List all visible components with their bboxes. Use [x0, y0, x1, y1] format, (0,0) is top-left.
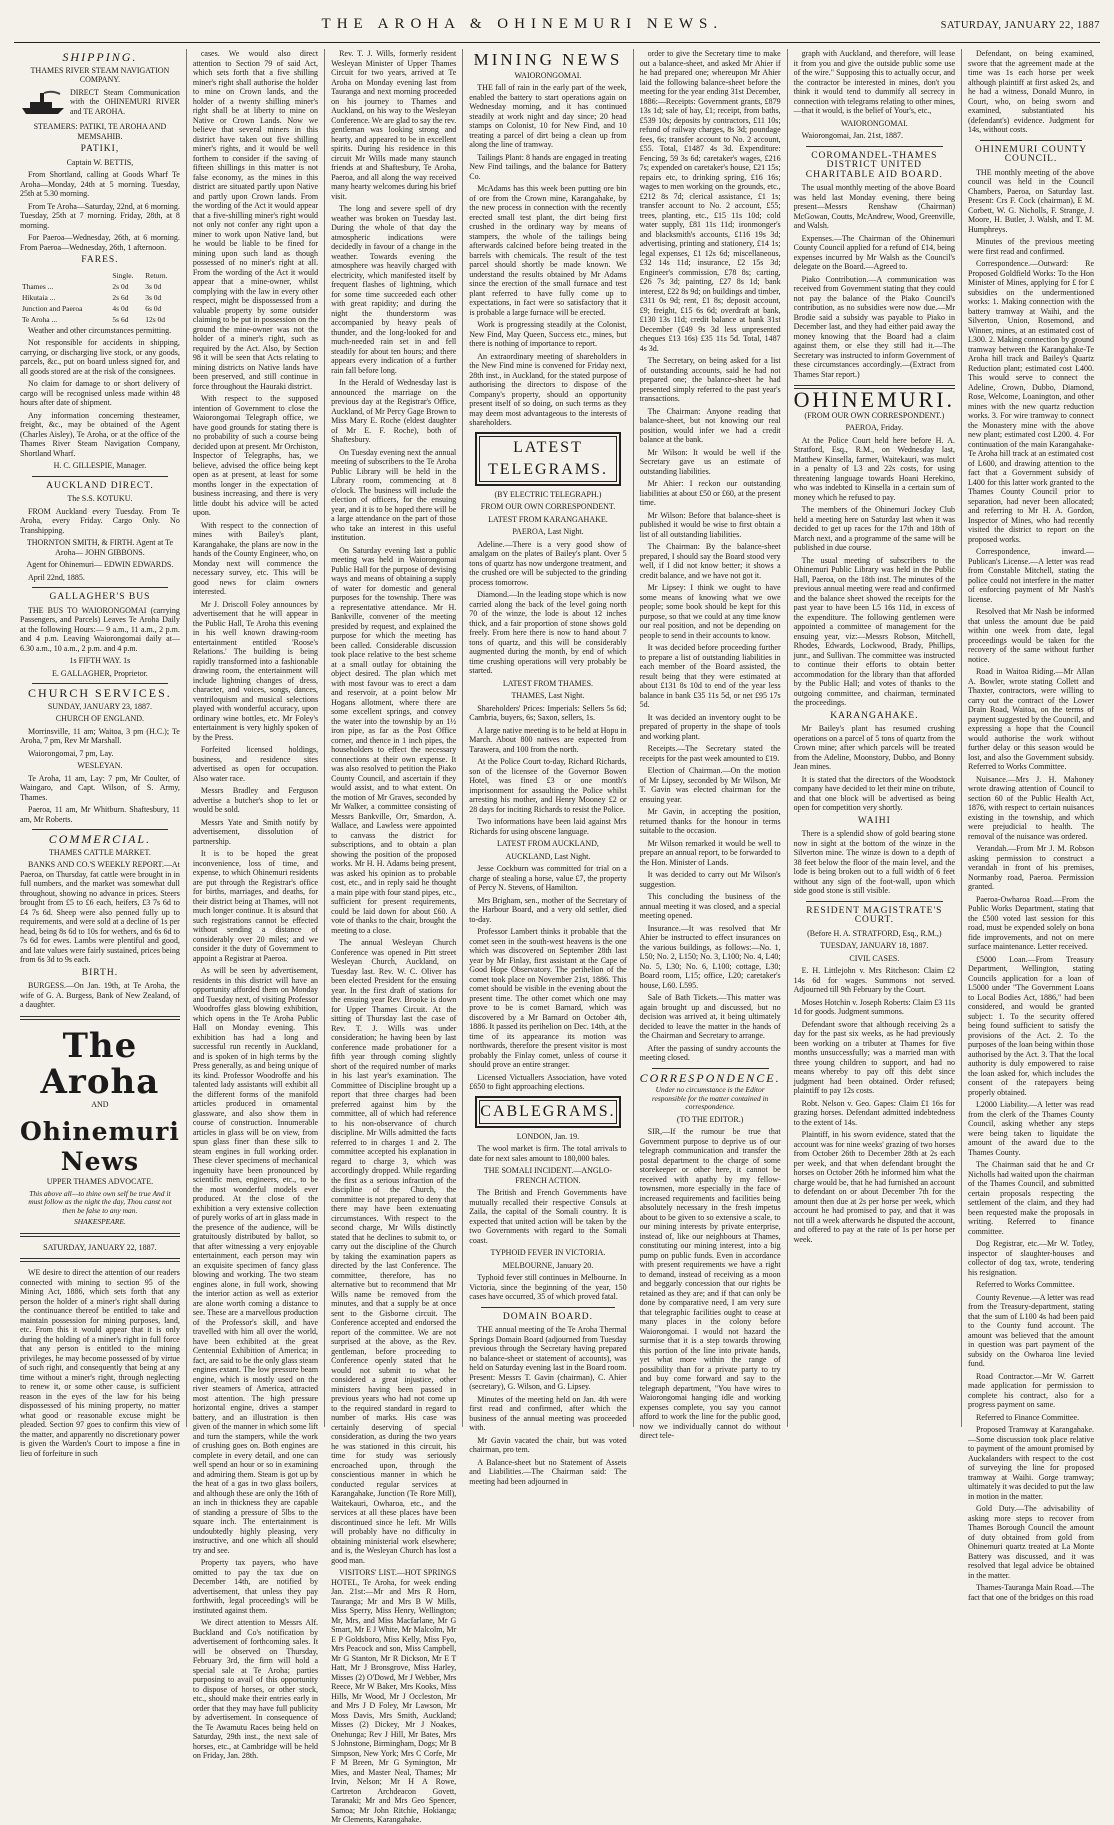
divider: [32, 587, 168, 588]
motto-quote: This above all—to thine own self be true And it must follow as the night the day, Thou canst not then be false to any man.: [28, 1188, 172, 1215]
steamship-icon: [20, 90, 66, 116]
column-2: [187, 49, 325, 1760]
article-paragraph: Mr J. Driscoll Foley announces by advertisement that he will appear in the Public Hall, Te Aroha this evening in his well known drawing-room entertainment entitled 'Roose's Relations.' The building is being rapidly transformed into a fashionable drawing room, the entertainment will include lightning changes of dress, character, and voices, songs, dances, ventriloquism and musical selections played with wonderful accuracy, upon ordinary wine bottles, etc. Mr Foley's entertainment is very highly spoken of by the Press.: [192, 599, 319, 742]
paper-name-aroha: The Aroha: [40, 1025, 160, 1102]
waiorongomai-service: Waiorongomai, 7 pm, Lay.: [28, 748, 114, 758]
article-paragraph: In the Herald of Wednesday last is announced the marriage on the previous day at the Registrar's Office, Auckland, of Mr Percy Gage Brown to Miss Mary E. Roche (eldest daughter of Mr E. F. Roche), both of Shaftesbury.: [331, 378, 457, 444]
article-paragraph: As will be seen by advertisement, residents in this district will have an opportunity afforded them on Monday and Tuesday next, of visiting Professor Woodroffes glass blowing exhibition, which opens in the Te Aroha Public Hall on Monday evening. This exhibition has had a long and successful run recently in Auckland, and is spoken of in high terms by the Press generally, as and being unique of its kind. Professor Woodroffe and his talented lady assistants will exhibit all the different forms of the manifold articles produced in ornamental glassware, and also show them in course of construction. Innumerable articles in glass will be on view, from spun glass finer than these silk to steam engines in full working order. These clever specimens of mechanical ingenuity have been pronounced by scientific men, engineers, etc., to be the most wonderful models ever produced. At the close of the exhibition a very extensive collection of purely works of art in glass made in the presence of the audience, will be gratuitously distributed by ballot, so that after witnessing a very enjoyable entertainment, each person may win an exquisite specimen of fancy glass blowing and working. The two steam engines alone, in full work, showing the interior action as well as exterior are alone worth coming a distance to see. These are a marvellous production of the Professor's skill, and have travelled with him all over the world, have been exhibited at the great Centennial Exhibition of America; in fact, are said to be the only glass steam engines extant. The low pressure beam engine, which is mostly used on the river steamers of America, attracted most attention. The high pressure horizontal engine, drives a stamper battery, and an illustration is then given of the manner in which some lift and turn the stampers, while the work of crushing goes on. Both engines are complete in every detail, and one can well spend an hour or so in examining and admiring them. Steam is got up by the heat of a gas in two glass boilers, and although these are only the 16th of an inch in thickness they are capable of standing a pressure of 5lbs to the square inch. The entertainment is undoubtedly highly pleasing, very instructive, and one which all should try and see.: [192, 966, 319, 1555]
fares-row: [22, 315, 178, 324]
rm-court-heading: RESIDENT MAGISTRATE'S COURT.: [806, 905, 943, 925]
shipping-company: THAMES RIVER STEAM NAVIGATION COMPANY.: [30, 65, 170, 84]
direct-steam-text: DIRECT Steam Communication with the OHINEMURI RIVER and TE AROHA.: [70, 87, 180, 116]
article-paragraph: Mr Bailey's plant has resumed crushing operations on a parcel of 5 tons of quartz from the Crown mine; after which parcels will be treated from the Adeline, Moonstory, Dubbo, and Bonny Jean mines.: [793, 724, 956, 771]
dateline: PAEROA, Friday.: [845, 423, 904, 432]
article-paragraph: Adeline.—There is a very good show of amalgam on the plates of Bailey's plant. Over 5 tons of quartz has now undergone treatment, and the crushed ore will be subjected to the grinding process tomorrow.: [469, 539, 627, 587]
article-paragraph: cases. We would also direct attention to Section 79 of said Act, which sets forth that a five shilling miner's right shall authorise the holder to mine on Crown lands, and the holder of a twenty shilling miner's right shall be at liberty to mine on Native or Crown Lands. Now we believe that several miners in this district have taken out five shilling miner's rights, and it would be well forthem to consider if the saving of fifteen shillings in this matter is not false economy, as the mines in this district are situated partly upon Native and partly upon Crown lands. From the wording of the Act it would appear that a five-shilling miner's right would not only not confer any right upon a miner to work upon Native land, but he would be liable to be fined for mining upon such land as though possessed of no miner's right at all. From the wording of the Act it would appear that a mine-owner, whilst complying with the law in every other respect, might be dispossessed from a valuable property by some outsider claiming to be put in possession on the ground the mine-owner was not the holder of a miner's right, such as required by the Act. Also, by Section 98 it will be seen that Acts relating to mining districts on Native lands have been preserved, and still continue in force throughout the Hauraki district.: [192, 49, 319, 391]
fare-single: 2s 6d: [112, 292, 129, 302]
article-paragraph: Dog Registrar, etc.—Mr W. Totley, inspector of slaughter-houses and collector of dog tax, wrote, tendering his resignation.: [968, 1239, 1094, 1277]
article-paragraph: The Secretary, on being asked for a list of outstanding accounts, said he had not prepared one; the balance-sheet he had presented simply referred to the past year's transactions.: [639, 356, 781, 403]
divider: [980, 140, 1082, 141]
article-paragraph: Receipts.—The Secretary stated the receipts for the past week amounted to £19.: [639, 744, 781, 763]
typhoid-heading: TYPHOID FEVER IN VICTORIA.: [490, 1248, 606, 1257]
article-paragraph: Mr Lipsey: I think we ought to have some means of knowing what we owe people; some book should be kept for this purpose, so that we could at any time know our real position, and not be depending on people to send in their accounts to know.: [639, 583, 781, 640]
latest-telegrams-box: [475, 432, 620, 486]
thornton-agents: THORNTON SMITH, & FIRTH. Agent at Te Aroha— JOHN GIBBONS.: [26, 538, 174, 557]
manager-signature: H. C. GILLESPIE, Manager.: [53, 461, 147, 470]
birth-heading: BIRTH.: [81, 967, 119, 978]
commercial-heading: COMMERCIAL.: [48, 832, 152, 846]
letter-date: Waiorongomai, Jan. 21st, 1887.: [801, 131, 903, 140]
article-paragraph: Paeroa-Owharoa Road.—From the Public Works Department, stating that the £500 voted last session for this road, must be expended solely on bona fide improvements, and not on mere surface maintenance. Letter received.: [968, 894, 1094, 951]
latest-thames: LATEST FROM THAMES.: [502, 678, 594, 688]
fares-row: [22, 304, 178, 313]
article-paragraph: Minutes of the meeting held on Jan. 4th were first read and confirmed, after which the business of the annual meeting was proceeded with.: [469, 1394, 627, 1432]
article-paragraph: Road in Waitoa Riding.—Mr Allan A. Bowler, wrote stating Collett and Thaxter, contractors, were willing to carry out the contract of the Lower Drain Road, Waitoa, on the terms of payment suggested by the Council, and expressing a hope that the Council would authorise the work without further delay or this season would be lost, and also the Government subsidy. Referred to Works Committee.: [968, 667, 1094, 771]
column-3: [325, 49, 463, 1824]
column-6: [788, 49, 962, 1427]
divider: [652, 1068, 769, 1069]
county-council-heading: OHINEMURI COUNTY COUNCIL.: [974, 144, 1088, 164]
weather-note: Weather and other circumstances permitting.: [28, 325, 172, 335]
article-paragraph: Mr Gavin vacated the chair, but was voted chairman, pro tem.: [469, 1435, 627, 1454]
article-paragraph: L2000 Liability.—A letter was read from the clerk of the Thames County Council, asking whether any steps were being taken to liquidate the amount of the award due to the Thames County.: [968, 1100, 1094, 1157]
article-paragraph: Messrs Bradley and Ferguson advertise a butcher's shop to let or would be sold.: [192, 786, 319, 814]
article-paragraph: Messrs Yate and Smith notify by advertisement, dissolution of partnership.: [192, 817, 319, 846]
dateline: LONDON, Jan. 19.: [516, 1131, 580, 1141]
article-paragraph: Defendant swore that although receiving 2s a day for the past six weeks, as he had previously been working on a tributer at Thames for five months unsuccessfully; was a married man with three young children to support, and had no means whereby to pay off this debt since judgment had been obtained. Order refused; plaintiff to pay 12s costs.: [793, 1019, 956, 1095]
article-paragraph: Gold Duty.—The advisability of asking more steps to recover from Thames Borough Council the amount of duty obtained from gold from Ohinemuri quartz treated at La Monte Battery was discussed, and it was resolved that legal advice be obtained in the matter.: [968, 1504, 1094, 1580]
article-paragraph: The usual monthly meeting of the above Board was held last Monday evening, there being present—Messrs Renshaw (Chairman) McGowan, Coutts, McAndrew, Wood, Greenville, and Walsh.: [793, 183, 956, 230]
letter-continued: graph with Auckland, and therefore, will lease it from you and give the outside public some use of the wire." Supposing this to actually occur, and the contractor be interested in mines, don't you think it would tend to dummify all secrecy in connection with telegrams relating to other mines,—that it would, is the belief of Your's, etc.,: [793, 49, 956, 115]
upper-thames-advocate: UPPER THAMES ADVOCATE.: [46, 1177, 154, 1186]
columns: [14, 49, 1100, 1824]
article-paragraph: Professor Lambert thinks it probable that the comet seen in the south-west heavens is the one which was discovered on September 28th last year by Mr Finlay, first assistant at the Cape of Good Hope Observatory. The perihelion of the comet took place on November 21st, 1886. This comet should be visible in the evening about the present time. The other comet which one may prove to be is comet Barnard, which was discovered by a Mr Barnard on October 4th, 1886. It passed its perihelion on Dec. 14th, at the time of its appearance its motion was northwards, therefore the present visitor is most probably the Finlay comet, unless of course it should prove an entire stranger.: [469, 927, 627, 1069]
article-paragraph: Typhoid fever still continues in Melbourne. In Victoria, since the beginning of the year, 150 cases have occurred, 35 of which proved fatal.: [469, 1273, 627, 1301]
article-paragraph: Nuisance.—Mrs J. H. Mahoney wrote drawing attention of Council to section 60 of the Public Health Act, 1876, with respect to certain nuisances existing in the township, and which were prejudicial to health. The removal of the nuisance was ordered.: [968, 774, 1094, 841]
visitors-list: VISITORS' LIST.—HOT SPRINGS HOTEL, Te Aroha, for week ending Jan. 21st:—Mr and Mrs R Horn, Tauranga; Mr and Mrs B W Mills, Miss Sperry, Miss Henry, Wellington; Mr, Mrs, and Miss Macfarlane, Mr G Smart, Mr E J White, Mr Malcolm, Mr E P Goldsboro, Miss Kelly, Miss Fyo, Mrs Peacock and son, Miss Campbell, Mr G Stanton, Mr R Dickson, Mr E T Hatt, Mr J Bronsgrove, Miss Harley, Misses (2) O'Dowd, Mr J Webber, Mrs Reece, Mr W Baker, Mrs Kooks, Miss Hills, Mr Wood, Mr J Occleston, Mr and Mrs J D Foley, Mr Lawson, Mr Moss Davis, Mrs Smith, Auckland; Misses (2) Dickey, Mr J Noakes, Onehunga; Rev J Hill, Mr Bates, Mrs S Johnstone, Birmingham, Dogs; Mr B Simpson, New York; Mrs C Corfe, Mr F M Breen, Mr G Symington, Mr Mies, and Master Neal, Thames; Mr Irvin, Nelson; Mr H A Rowe, Cartreton Archdeacon Govett, Taranaki; Mr and Mrs Geo Spencer, Samoa; Mr John Ritchie, Hokianga; Mr Clements, Karangahake.: [331, 1568, 457, 1824]
birth-notice: BURGESS.—On Jan. 19th, at Te Aroha, the wife of G. A. Burgess, Bank of New Zealand, of a daughter.: [20, 981, 180, 1009]
fares-row: [22, 293, 178, 302]
church-date: SUNDAY, JANUARY 23, 1887.: [47, 701, 152, 711]
article-paragraph: An extraordinary meeting of shareholders in the New Find mine is convened for Friday next, 28th inst., in Auckland, for the stated purpose of authorising the directors to dispose of the Company's property, should an opportunity present itself of so doing, on such terms as they may deem most advantageous to the interests of shareholders.: [469, 351, 627, 427]
article-paragraph: On Tuesday evening next the annual meeting of subscribers to the Te Aroha Public Library will be held in the Library room, commencing at 8 o'clock. The business will include the election of officers, for the ensuing year, and it is to be hoped there will be a large attendance on the part of those who take an interest in this useful institution.: [331, 447, 457, 542]
article-paragraph: Sale of Bath Tickets.—This matter was again brought up and discussed, but no decision was arrived at, it being ultimately decided to leave the matter in the hands of the Chairman and Secretary to arrange.: [639, 993, 781, 1040]
article-paragraph: Work is progressing steadily at the Colonist, New Find, May Queen, Success etc., mines, but there is nothing of importance to report.: [469, 320, 627, 348]
church-services-heading: CHURCH SERVICES.: [28, 686, 172, 700]
column-5: [634, 49, 788, 1440]
article-paragraph: The Chairman: By the balance-sheet prepared, I should say the Board stood very well, if I did not know better; it shows a credit balance, and we have not got it.: [639, 542, 781, 580]
from-auckland: FROM Auckland every Tuesday. From Te Aroha, every Friday. Cargo Only. No Transhipping.: [20, 506, 180, 535]
correspondence-heading: CORRESPONDENCE.: [639, 1070, 781, 1085]
bus-fare: 1s FIFTH WAY. 1s: [69, 656, 131, 665]
ohinemuri-heading: OHINEMURI.: [793, 387, 956, 412]
dateline: PAEROA, Last Night.: [512, 527, 584, 536]
article-paragraph: Rev. T. J. Wills, formerly resident Wesleyan Minister of Upper Thames Circuit for two years, arrived at Te Aroha on Monday evening last from Tauranga and next morning proceeded on his journey to Thames and Auckland, on his way to the Wesleyan Conference. We are glad to say the rev. gentleman was looking strong and hearty, and appeared to be in excellent spirits. During his residence in this circuit Mr Wills made many staunch friends at and Shaftesbury, Te Aroha, Paeroa, and all along the way received many hearty welcomes during his brief visit.: [331, 49, 457, 201]
info-notice: Any information concerning thesteamer, freight, &c., may be obtained of the Agent (Charles Aisley), Te Aroha, or at the office of the Thames River Steam Navigation Company, Shortland Wharf.: [20, 410, 180, 458]
kotuku-line: The S.S. KOTUKU.: [67, 494, 133, 503]
dateline: AUCKLAND, Last Night.: [505, 851, 591, 861]
divider: [32, 683, 168, 684]
divider: [32, 829, 168, 830]
fares-col-single: Single.: [112, 270, 134, 280]
article-paragraph: The usual meeting of subscribers to the Ohinemuri Public Library was held in the Public Hall, Paeroa, on the 18th inst. The minutes of the previous annual meeting were read and confirmed and the balance sheet showed the receipts for the past year to have been L5 16s 11d, in excess of the expenditure. The following gentlemen were appointed a committee of management for the ensuing year, viz:—Messrs Robson, Mitchell, Rhodes, Edwards, Lockwood, Brady, Phillips, junr., and Sullivan. The committee was instructed to continue their efforts to obtain better accommodation for the library than that afforded by the Public Hall; and votes of thanks to the outgoing committee, and chairman, terminated the proceedings.: [793, 555, 956, 707]
article-paragraph: Property tax payers, who have omitted to pay the tax due on December 14th, are notified by advertisement, that unless they pay forthwith, legal proceeding's will be instituted against them.: [192, 1558, 319, 1615]
divider: [806, 146, 943, 147]
bus-heading: GALLAGHER'S BUS: [49, 592, 151, 602]
double-rule: [20, 1233, 180, 1237]
fare-return: 12s 0d: [145, 314, 165, 324]
article-paragraph: Diamond.—In the leading stope which is now carried along the back of the level going north 70 of the winze, the lode is about 12 inches thick, and a fair proportion of stone shows gold freely. From here there is now to hand about 7 tons of quartz, and this will be considerably augmented during the month, by end of which time crushing operations will very probably be started.: [469, 590, 627, 675]
notice-date: April 22nd, 1885.: [28, 572, 85, 582]
article-paragraph: Defendant, on being examined, swore that the agreement made at the time was 1s each horse per week although plaintiff at first asked 2s, and he had a witness, Donald Munro, in Court, who, on being sworn and examined, substantiated his (defendant's) evidence. Judgment for 14s, without costs.: [968, 49, 1094, 134]
article-paragraph: It was decided an inventory ought to be prepared of property in the shape of tools and working plant.: [639, 712, 781, 741]
to-the-editor: (TO THE EDITOR.): [676, 1114, 744, 1124]
coe-services: Morrinsville, 11 am; Waitoa, 3 pm (H.C.); Te Aroha, 7 pm, Rev Mr Marshall.: [20, 726, 180, 745]
ohinemuri-agent: Agent for Ohinemuri— EDWIN EDWARDS.: [26, 560, 174, 569]
fare-place: Junction and Paeroa: [22, 303, 83, 313]
issue-date: SATURDAY, JANUARY 22, 1887: [940, 20, 1100, 31]
article-paragraph: Plaintiff, in his sworn evidence, stated that the account was for nine weeks' grazing of two horses from October 26th to December 28th at 2s each per week, and that when defendant brought the horses on October 26th he informed him what the charge would be, that he had furnished an account to defendant on or about December 7th for the amount then due at 2s per horse per week, which account he had promised to pay, and that it was not till a week afterwards he disputed the account, and offered to pay at the rate of 1s per horse per week.: [793, 1130, 956, 1244]
article-paragraph: Expenses.—The Chairman of the Ohinemuri County Council applied for a refund of £14, being expenses incurred by Mr Walsh as the Council's delegate on the Board.—Agreed to.: [793, 233, 956, 271]
article-paragraph: Mrs Brigham, sen., mother of the Secretary of the Harbour Board, and a very old settler, died to-day.: [469, 895, 627, 924]
auckland-direct-heading: AUCKLAND DIRECT.: [46, 480, 154, 491]
article-paragraph: It was decided to carry out Mr Wilson's suggestion.: [639, 870, 781, 889]
article-paragraph: Election of Chairman.—On the motion of Mr Lipsey, seconded by Mr Wilson, Mr T. Gavin was elected chairman for the ensuing year.: [639, 766, 781, 804]
claims-notice: No claim for damage to or short delivery of cargo will be recognised unless made within 48 hours after date of shipment.: [20, 379, 180, 407]
article-paragraph: E. H. Littlejohn v. Mrs Ritcheson: Claim £2 14s 6d for wages. Summons not served. Adjourned till 9th February by the Court.: [793, 966, 956, 994]
article-paragraph: It is to be hoped the great inconvenience, loss of time, and expense, to which Ohinemuri residents are put through the Registrar's office for births, marriages, and deaths, for their district being at Thames, will not much longer continue. It is absurd that such registrations cannot be effected without sending a distance of considerably over 20 miles; and we consider it the duty of Government to appoint a Registrar at Paeroa.: [192, 849, 319, 963]
column-1: [14, 49, 187, 1458]
article-paragraph: Mr Wilson remarked it would be well to prepare an annual report, to be forwarded to the Hon. Minister of Lands.: [639, 838, 781, 867]
cablegrams-box: [475, 1096, 620, 1128]
divider: [32, 476, 168, 477]
fares-table: [20, 269, 180, 326]
article-paragraph: With respect to the supposed intention of Government to close the Waiorongomai Telegraph office, we have good grounds for stating there is no probability of such a course being decided upon at present. Mr Orchiston, Inspector of Telegraphs, has, we believe, advised the office being kept open as at present, at least for some months longer in the expectation of business increasing, and there is very little doubt his advice will be acted upon.: [192, 394, 319, 517]
from-te-aroha: From Te Aroha—Saturday, 22nd, at 6 morning. Tuesday, 25th at 7 morning. Friday, 28th, at 8 morning.: [20, 201, 180, 230]
article-paragraph: The long and severe spell of dry weather was broken on Tuesday last. During the whole of that day the atmospheric indications were decidedly in favour of a change in the weather. Towards evening the atmosphere was heavily charged with electricity, which manifested itself by frequent flashes of lightning, which for some time succeeded each other with great rapidity; and during the night the thunderstorm was accompanied by heavy peals of thunder, and the long-looked for and much-needed rain set in and fell steadily for about ten hours; and there appears every indication of a further rain fall before long.: [331, 204, 457, 375]
article-paragraph: It is stated that the directors of the Woodstock company have decided to let their mine on tribute, and that one block will be advertised as being open for competition very shortly.: [793, 774, 956, 812]
article-paragraph: With respect to the connection of mines with Bailey's plant, Karangahake, the plans are now in the hands of the County Engineer, who, on Monday next will commence the necessary survey, etc. This will be good news for claim owners interested.: [192, 520, 319, 596]
civil-cases: CIVIL CASES.: [849, 953, 900, 963]
domain-board-heading: DOMAIN BOARD.: [502, 1311, 593, 1322]
article-paragraph: THE monthly meeting of the above council was held in the Council Chambers, Paeroa, on Saturday last. Present: Crs F. Cock (chairman), E M. Corbett, W. G. Nicholls, F. Strange, J. Moore, H. Butler, J. Walsh, and T. M. Humphreys.: [968, 167, 1094, 234]
waiorongomai-heading: WAIORONGOMAI.: [514, 70, 582, 80]
article-paragraph: Mr Ahier: I reckon our outstanding liabilities at about £50 or £60, at the present time.: [639, 479, 781, 507]
article-paragraph: We direct attention to Messrs Alf. Buckland and Co's notification by advertisement of forthcoming sales. It will be observed on Thursday, February 3rd, the firm will hold a special sale at Te Aroha; parties purposing to avail of this opportunity to dispose of horses, or other stock, etc., should make their entries early in order that they may have full publicity by advertisement. In consequence of the Te Awamutu Races being held on Saturday, 29th inst., the next sale of horses, etc., at Cambridge will be held on Friday, Jan. 28th.: [192, 1618, 319, 1760]
wesleyan-heading: WESLEYAN.: [77, 761, 123, 770]
article-paragraph: The Chairman said that he and Cr Nicholls had waited upon the chairman of the Thames Council, and submitted certain proposals respecting the settlement of the claim, and they had been requested make the proposals in writing. Referred to finance committee.: [968, 1160, 1094, 1236]
paeroa-services: Paeroa, 11 am, Mr Whitburn. Shaftesbury, 11 am, Mr Roberts.: [20, 805, 180, 824]
masthead: [14, 16, 1100, 43]
waihi-heading: WAIHI: [857, 815, 891, 826]
cattle-market-report: BANKS AND CO.'S WEEKLY REPORT.—At Paeroa, on Thursday, fat cattle were brought in in full numbers, and the market was somewhat dull throughout, showing no advance in prices. Steers brought from £5 to £6 each, heifers, £3 7s 6d to £4 7s 6d. Sheep were also penned fully up to requirements, and were sold at a decline of 1s per head, being 8s 6d to 10s for wethers, and 6s 6d to 7s 6d for ewes. Lambs were plentiful and good, and late values were fairly sustained, prices being from 6s 3d to 9s each.: [20, 860, 180, 964]
article-paragraph: Proposed Tramway at Karangahake.—Some discussion took place relative to payment of the amount promised by Auckalanders with respect to the cost of surveying the line for proposed tramway at Waihi. Gorge tramway; ultimately it was decided to put the law in motion in the matter.: [968, 1425, 1094, 1501]
article-paragraph: Mr Gavin, in accepting the position, returned thanks for the honour in terms suitable to the occasion.: [639, 807, 781, 835]
cattle-market-heading: THAMES CATTLE MARKET.: [48, 847, 151, 857]
church-of-england: CHURCH OF ENGLAND.: [55, 714, 145, 723]
mining-news-heading: MINING NEWS: [473, 50, 623, 69]
article-paragraph: Robt. Nelson v. Geo. Gapes: Claim £1 16s for grazing horses. Defendant admitted indebtedness to the extent of 14s.: [793, 1098, 956, 1127]
from-paeroa: For Paeroa—Wednesday, 26th, at 6 morning. From Paeroa—Wednesday, 26th, 1 afternoon.: [20, 233, 180, 252]
article-paragraph: County Revenue.—A letter was read from the Treasury-department, stating that the sum of L100 4s had been paid to the County fund account. The amount was believed that the amount in question was part payment of the subsidy on the Owharoa line levied fund.: [968, 1292, 1094, 1368]
double-rule: [20, 1016, 180, 1020]
article-paragraph: Jesse Cockburn was committed for trial on a charge of stealing a horse, value £7, the property of Percy N. Stevens, of Hamilton.: [469, 864, 627, 892]
article-paragraph: Resolved that Mr Nash be informed that unless the amount due be paid within one week from date, legal proceedings would be taken for the recovery of the same without further notice.: [968, 607, 1094, 664]
paper-name-and: AND: [91, 1099, 109, 1109]
article-paragraph: At the Police Court to-day, Richard Richards, son of the licensee of the Governor Bowen Hotel, was fined £3 or one month's imprisonment for assaulting the Police whilst arresting his mother, and Henry Mooney £2 or 28 days for inciting Richards to resist the Police.: [469, 757, 627, 814]
double-rule: [20, 1258, 180, 1262]
paper-name-ohinemuri: Ohinemuri News: [20, 1117, 180, 1176]
captain-line: Captain W. BETTIS,: [66, 157, 134, 167]
article-paragraph: Correspondence, inward.—Publican's License.—A letter was read from Constable Mitchell, stating the police could not interfere in the matter of enforcing payment of Mr Nash's license.: [968, 547, 1094, 604]
article-paragraph: Road Contractor.—Mr W. Garrett made application for permission to complete his contract, also for a progress payment on same.: [968, 1371, 1094, 1409]
fares-row: [22, 282, 178, 291]
dateline: THAMES, Last Night.: [511, 691, 585, 700]
article-paragraph: Shareholders' Prices: Imperials: Sellers 5s 6d; Cambria, buyers, 6s; Saxon, sellers, 1s.: [469, 703, 627, 722]
article-paragraph: £5000 Loan.—From Treasury Department, Wellington, stating Councils application for a loan of L5000 under "The Government Loans to Local Bodies Act, 1886," had been considered, and would be granted subject: 1. To the security offered being found sufficient to satisfy the provisions of the Act. 2. To the purposes of the loan being within those authorised by the Act. 3. That the local authority is duly empowered to raise the loan asked for, which includes the consent of the ratepayers being properly obtained.: [968, 954, 1094, 1097]
charitable-aid-heading: COROMANDEL-THAMES DISTRICT UNITED CHARITABLE AID BOARD.: [805, 150, 943, 180]
article-paragraph: Mr Wilson: It would be well if the Secretary gave us an estimate of outstanding liabilities.: [639, 447, 781, 476]
article-paragraph: The British and French Governments have mutually recalled their respective Consuls at Zaila, the capital of the Somali country. It is expected that united action will be taken by the two Governments with regard to the Somali coast.: [469, 1188, 627, 1245]
fare-single: 5s 6d: [112, 314, 129, 324]
from-correspondent: (FROM OUR OWN CORRESPONDENT.): [804, 410, 945, 420]
article-paragraph: Forfeited licensed holdings, business, and residence sites advertised as open for occupation. Also water race.: [192, 745, 319, 783]
article-paragraph: Mr Wilson: Before that balance-sheet is published it would be wise to first obtain a list of all outstanding liabilities.: [639, 510, 781, 539]
fare-single: 2s 0d: [112, 281, 129, 291]
fare-place: Thames ...: [22, 281, 54, 291]
by-telegraph: (BY ELECTRIC TELEGRAPH.): [494, 489, 602, 499]
column-4: [463, 49, 633, 1486]
somali-heading: THE SOMALI INCIDENT.—ANGLO-FRENCH ACTION.: [483, 1166, 612, 1185]
liability-notice: Not responsible for accidents in shipping, carrying, or discharging live stock, or any goods, parcels, &c., put on board unless signed for, and all goods stored are at the risk of the consignees.: [20, 338, 180, 376]
article-paragraph: After the passing of sundry accounts the meeting closed.: [639, 1043, 781, 1062]
shipping-heading: SHIPPING.: [62, 50, 138, 64]
article-paragraph: Piako Contribution.—A communication was received from Government stating that they could not pay the balance of the Piako Council's contribution, as no subsidies were now due.—Mr Brodie said a subsidy was payable to Piako in December last, and they had either paid away the money knowing that the Board had a claim against them, or else they still had it.—The Secretary was instructed to inform Government of these circumstances accordingly.—(Extract from Thames Star report.): [793, 274, 956, 379]
court-date: TUESDAY, JANUARY 18, 1887.: [820, 941, 929, 950]
fares-col-return: Return.: [145, 270, 168, 280]
article-paragraph: THE fall of rain in the early part of the week, enabled the battery to start operations again on Wednesday morning, and it has continued steadily at work night and day since; 20 head stamps on Colonist, 10 for New Find, and 10 treating a parcel of dirt being a clean up from along the line of tramway.: [469, 83, 627, 149]
divider: [481, 1307, 614, 1308]
article-paragraph: order to give the Secretary time to make out a balance-sheet, and asked Mr Ahier if he had prepared one; whereupon Mr Ahier laid the following balance-sheet before the meeting for the year ending 31st December, 1886:—Receipts: Government grants, £879 13s 1d; sale of hay, £1; receipt, from baths, £539 10s; deposits by contractors, £11 10s; refund of railway charges, 8s 3d; poundage fees, 6s; transfer account to No. 2 account, £55. Total, £1487 4s 3d. Expenditure: Fencing, 59 3s 6d; caretaker's wages, £216 7s; expended on caretaker's house, £21 15s; repairs etc, to drinking spring, £16 16s; wages to men working on the grounds, etc., £212 8s 7d; clerical assistance, £1 1s; transfer account to No. 2 account, £55; trees, planting, etc., £15 11s 10d; cold water supply, £81 11s 11d; ironmonger's and blacksmith's accounts, £116 19s 3d; advertising, printing and stationery, £14 1s; legal expenses, £1 12s 6d; miscellaneous, £32 14s 11d; insurance, £2 15s 3d; Engineer's commission, £78 8s; carting, £26 7s 3d; painting, £27 8s 1d; bank interest, £22 8s 9d; on buildings and timber, £311 0s 9d; rent, £1 8s; deposit account, £9; freight, £15 6s 6d; overdraft at bank, £130 13s 11d; credit balance at bank 31st December (£49 9s 3d less unpresented cheques £13 16s) £35 11s 5d. Total, 1487 4s 3d.: [639, 49, 781, 353]
letter-signature: WAIORONGOMAI.: [840, 118, 908, 128]
leader-date: SATURDAY, JANUARY 22, 1887.: [43, 1242, 157, 1252]
newspaper-title: THE AROHA & OHINEMURI NEWS.: [321, 16, 724, 32]
article-paragraph: Insurance.—It was resolved that Mr Ahier be instructed to effect insurances on the various buildings, as follows:—No. 1, L50; No. 2, L150; No. 3, L100; No. 4, L40; No. 5, L30; No. 6, L100; cottage, L30; Board room, L15; office, L20; caretaker's house, L60. L595.: [639, 923, 781, 990]
fares-header-row: [22, 271, 178, 280]
editor-disclaimer: Under no circumstance is the Editor responsible for the matter contained in correspondence.: [651, 1085, 769, 1111]
latest-telegrams-heading: LATEST TELEGRAMS.: [479, 436, 616, 482]
article-paragraph: It was decided before proceeding further to prepare a list of outstanding liabilities in each member of the Board assisted, the result being that they were estimated at about £131 8s 10d to end of the year less balance in bank £35 11s 5d, or net £95 17s 5d.: [639, 643, 781, 709]
patiki-heading: PATIKI,: [80, 144, 120, 154]
article-paragraph: Referred to Finance Committee.: [976, 1412, 1080, 1422]
article-paragraph: A Balance-sheet but no Statement of Assets and Liabilities.—The Chairman said: The meeting had been adjourned in: [469, 1457, 627, 1486]
article-paragraph: McAdams has this week been putting ore bin of ore from the Crown mine, Karangahake, by the new process in connection with the recently erected small test plant, the dirt being first crushed in the ordinary way by means of stampers, the whole of the tailings being afterwards calcined before being treated in the barrels with chemicals. The result of the test parcel should shortly be made known. We understand the results obtained by Mr Adams since the erection of the small furnace and test plant referred to have fully come up to expectations, in fact were so satisfactory that it is probable a large furnace will be erected.: [469, 184, 627, 317]
bus-proprietor: E. GALLAGHER, Proprietor.: [52, 668, 148, 678]
motto-attribution: SHAKESPEARE.: [73, 1217, 126, 1226]
fare-place: Te Aroha ...: [22, 314, 58, 324]
karangahake-heading: KARANGAHAKE.: [830, 710, 919, 721]
latest-karangahake: LATEST FROM KARANGAHAKE.: [488, 514, 608, 524]
leader-article: WE desire to direct the attention of our readers connected with mining to section 95 of the Mining Act, 1886, which sets forth that any person the holder of a miner's right shall during the continuance thereof be entitled to take and maintain possession for mining purposes, land, etc. From this it would appear that it is only during the holding of a miner's right in full force that any person is entitled to the mining privileges, he may become possessed of by virtue of such right, and consequently that being at any time without a miner's right, through neglecting to renew it, or some other cause, is sufficient reason in the eyes of the law for his being dispossessed of his mining property, no matter what good or reasonable excuse might be pleaded. Section 97 goes to confirm this view of the matter, and apparently no discretionary power is given the Warden's Court to impose a fine in lieu of forfeiture in such: [20, 1268, 180, 1458]
fare-return: 3s 0d: [145, 281, 162, 291]
from-shortland: From Shortland, calling at Goods Wharf Te Aroha—Monday, 24th at 5 morning. Tuesday, 25th at 5.30 morning.: [20, 170, 180, 198]
court-before: (Before H. A. STRATFORD, Esq., R.M.,): [807, 928, 942, 938]
article-paragraph: The annual Wesleyan Church Conference was opened in Pitt street Wesleyan Church, Auckland, on Tuesday last. Rev. W. C. Oliver has been elected President for the ensuing year. In the first draft of stations for the ensuing year Rev. Brooke is down for Upper Thames Circuit. At the sitting of Thursday last the case of Rev. T. J. Wills was under consideration; he having been by last conference made probationer for a fifth year through coming slightly short of the required number of marks in his last year's examination. The Committee of Discipline brought up a report that three charges had been preferred against him by the committee, all of which had reference to his non-observance of church discipline. Mr Wills admitted the facts referred to in charges 1 and 2. The committee accepted his explanation in regard to charge 3, which was accordingly dropped. While regarding the first as a serious infraction of the discipline of the Church, the committee is not prepared to deny that there may have been extenuating circumstances. With respect to the second charge, Mr Wills distinctly stated that he declines to submit to, or carry out the discipline of the Church by taking the examination papers as directed by the last Conference. The committee, therefore, has no alternative but to recommend that Mr Wills name be removed from the minutes, and that a supply be at once sent to the Gisborne circuit. The Conference accepted and endorsed the report of the committee. We are not surprised at the above, as the Rev. gentleman, before proceeding to Conference openly stated that he would not submit to what he considered a great injustice, other ministers having been passed in previous years who had not come up to the required standard in regard to number of marks. His case was certainly deserving of special consideration, as during the two years he was stationed in this circuit, his time for study was seriously encroached upon, through the conscientious manner in which he conducted regular services at Karangahake, Junction (Te Rore Mill), Waitekauri, Owharoa, etc., and the services at all these places have been discontinued since he left. Mr Wills will probably have no difficulty in obtaining ministerial work elsewhere; and is, the Wesleyan Church has lost a good man.: [331, 938, 457, 1565]
article-paragraph: On Saturday evening last a public meeting was held in Waiorongomai Public Hall for the purpose of devising ways and means of obtaining a supply of water for domestic and general purposes for the township. There was a representative attendance. Mr H. Bankville, convener of the meeting presided by request, and explained the purpose for which the meeting has been called. Considerable discussion took place relative to the best scheme at a small outlay for obtaining the object desired. The plan which met with most favour was to erect a dam and reservoir, at a point below Mr Hogans allotment, where there are some excellent springs, and convey the water into the township by an 1½ iron pipe, as far as the Post Office corner, and thence in 1 inch pipes, the householders to effect the necessary connections at their own expense. It was also resolved to petition the Piako County Council, and ascertain if they would assist, and to what extent. On the motion of Mr Graves, seconded by Mr Walker, a committee consisting of Messrs Bankville, Orr, Smardon, A. Wallace, and Lawless were appointed to canvass the district for subscriptions, and to obtain a plan showing the position of the proposed works. Mr H. H. Adams being present, was asked his opinion as to probable cost, etc., and in reply said he thought a main pipe with four stand pipes, etc., sufficient for present requirements, could be laid down for about £60. A vote of thanks to the chair, brought the meeting to a close.: [331, 545, 457, 935]
cablegrams-heading: CABLEGRAMS.: [479, 1100, 616, 1124]
article-paragraph: At the Police Court held here before H. A. Stratford, Esq., R.M., on Wednesday last, Matthew Kinsella, farmer, Waitekauri, was mulct in a penalty of L3 and 22s costs, for using threatening language towards Hoani Herekino, who was indebted to Kinsella in a certain sum of money which he refused to pay.: [793, 435, 956, 502]
letter-text: SIR,—If the rumour be true that Government purpose to deprive us of our telegraph communication and transfer the postal department to the charge of some storekeeper or other here, it cannot be received with apathy by my fellow-townsmen, more especially in the face of increased requirements and facilities being absolutely necessary in the fresh impetus about to be given to so extensive a scale, to our mining interests by private enterprise, instead of, like our neighbours at Thames, constituting our mining interest, into a big pump on public funds. Even in accordance with present requirements we have a right to demand, instead of receiving as a moon and beggarly concession that our rights be retained as they are; and if that can only be done by comparative need, I am very sure that telegraphic facilities ought to cease at many places in the colony before Waiorongomai. I would not hazard the surmise that it is a step towards throwing this portion of the line into private hands, yet what more within the range of possibility than for a private party to try and buy come forward and say to the telegraph department, "You have wires to Waiorongomai hanging idle and working expenses complete, you say you cannot afford to work the line for the public good, now we individually cannot do without direct tele-: [639, 1127, 781, 1440]
article-paragraph: There is a splendid show of gold bearing stone now in sight at the bottom of the winze in the Silverton mine. The winze is down to a depth of 38 feet below the floor of the main level, and the lode is being broken out to a full width of 6 feet without any sign of the foot-wall, upon which side good stone is still visible.: [793, 829, 956, 895]
divider: [806, 901, 943, 902]
column-7: [962, 49, 1100, 1602]
fare-place: Hikutaia ...: [22, 292, 56, 302]
dateline: MELBOURNE, January 20.: [502, 1260, 594, 1270]
article-paragraph: Verandah.—From Mr J. M. Robson asking permission to construct a verandah in front of his premises, Normanby road, Paeroa. Permission granted.: [968, 844, 1094, 891]
fare-return: 6s 0d: [145, 303, 162, 313]
from-correspondent: FROM OUR OWN CORRESPONDENT.: [480, 502, 616, 511]
article-paragraph: Thames-Tauranga Main Road.—The fact that one of the bridges on this road: [968, 1583, 1094, 1602]
article-paragraph: Referred to Works Committee.: [976, 1280, 1075, 1289]
bus-timetable: THE BUS TO WAIORONGOMAI (carrying Passengers, and Parcels) Leaves Te Aroha Daily at the following Hours:— 9 a.m., 11 a.m., 2 p.m. and 4 p.m. Leaving Waiorongomai daily at— 6.30 a.m., 10 a.m., 2 p.m. and 4 p.m.: [20, 605, 180, 653]
article-paragraph: The members of the Ohinemuri Jockey Club held a meeting here on Saturday last when it was decided to get up races for the 17th and 18th of March next, and a programme of the same will be published in due course.: [793, 505, 956, 552]
steamer-notice: [20, 88, 180, 120]
fares-heading: FARES.: [81, 255, 119, 265]
fare-single: 4s 0d: [112, 303, 129, 313]
article-paragraph: THE annual meeting of the Te Aroha Thermal Springs Domain Board (adjourned from Tuesday previous through the Secretary having prepared no balance-sheet or statement of accounts), was held on Saturday evening last in the Board room. Present: Messrs T. Gavin (chairman), C. Ahier (secretary), G. Wilson, and G. Lipsey.: [469, 1325, 627, 1391]
article-paragraph: Licensed Victuallers Association, have voted £650 to fight approaching elections.: [469, 1072, 627, 1091]
steamers-line: STEAMERS: PATIKI, TE AROHA AND MEMSAHIB.: [33, 122, 167, 141]
article-paragraph: The Chairman: Anyone reading that balance-sheet, but not knowing our real position, would infer we had a credit balance at the bank.: [639, 406, 781, 444]
article-paragraph: Correspondence.—Outward: Re Proposed Goldfield Works: To the Hon Minister of Mines, applying for £ for £ subsidies on the undermentioned works: 1. Making connection with the battery tramway at Waihi, and the Silverton, Union, Rosemond, and Winner, mines, at an estimated cost of L300. 2. Making connection by ground tramway between the Karangahake-Te Aroha hill track and Bailey's Quartz Reduction plant; estimated cost L400. This would serve to connect the Adeline, Crown, Dubbo, Diamond, Rose, Welcome, Loanington, and other mines with the new quartz reduction works. 3. For wire tramway to connect the Monastery mine with the above new plant; estimated cost L200. 4. For continuation of the main Karangahake-Te Aroha hill track at an estimated cost of L600, and drawing attention to the fact that a Government subsidy of L400 for this latter work granted to the Thames County Council prior to separation, had never been allocated; and referring to Mr H. A. Gordon, Inspector of Mines, who had recently visited the district to report on the proposed works.: [968, 259, 1094, 544]
fare-return: 3s 0d: [145, 292, 162, 302]
latest-auckland: LATEST FROM AUCKLAND,: [497, 839, 599, 848]
article-paragraph: Moses Hotchin v. Joseph Roberts: Claim £3 11s 1d for goods. Judgment summons.: [793, 997, 956, 1016]
wesleyan-services: Te Aroha, 11 am, Lay: 7 pm, Mr Coulter, of Waingaro, and Capt. Wilson, of S. Army, Thames.: [20, 773, 180, 802]
article-paragraph: Two informations have been laid against Mrs Richards for using obscene language.: [469, 817, 627, 836]
article-paragraph: The wool market is firm. The total arrivals to date for next sales amount to 180,000 bales.: [469, 1144, 627, 1163]
article-paragraph: Tailings Plant: 8 hands are engaged in treating New Find tailings, and the balance for Battery Co.: [469, 152, 627, 181]
article-paragraph: This concluding the business of the annual meeting it was closed, and a special meeting opened.: [639, 892, 781, 920]
article-paragraph: Minutes of the previous meeting were first read and confirmed.: [968, 237, 1094, 256]
article-paragraph: A large native meeting is to be held at Hopu in March. About 800 natives are expected from Tarawera, and 100 from the north.: [469, 725, 627, 754]
